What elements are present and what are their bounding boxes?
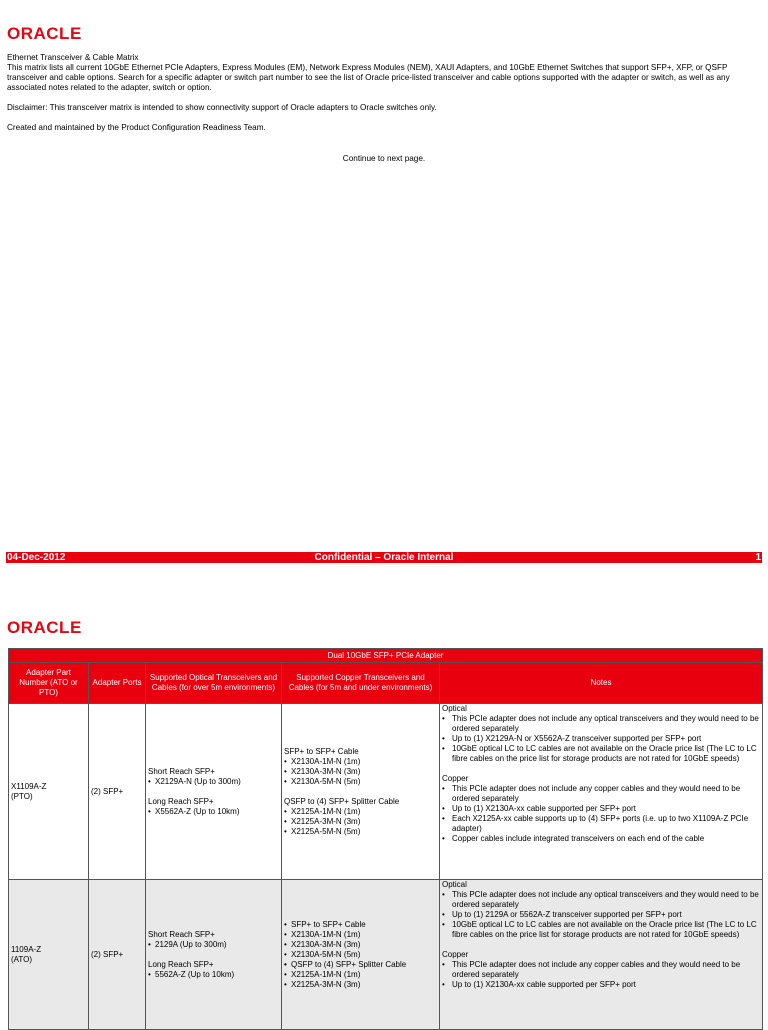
page-footer	[6, 552, 762, 563]
footer-page-number: 1	[755, 552, 761, 563]
part-number-cell: 1109A-Z (ATO)	[9, 880, 89, 1030]
table-title: Dual 10GbE SFP+ PCIe Adapter	[9, 649, 763, 663]
notes-cell: Optical • This PCIe adapter does not include any optical transceivers and they would need to be ordered separately • Up to (1) X2129A-N or X5562A-Z transceiver supported per SFP+ port • 10GbE optical LC to LC cables are not available on the Oracle price list (The LC to LC fibre cables on the price list for storage products are not rated for 10GbE speeds) Copper • This PCIe adapter does not include any copper cables and they would need to be ordered separately • Up to (1) X2130A-xx cable supported per SFP+ port • Each X2125A-xx cable supports up to (4) SFP+ ports (i.e. up to two X1109A-Z PCIe adapter) • Copper cables include integrated transceivers on each end of the cable	[440, 704, 763, 880]
notes-cell: Optical • This PCIe adapter does not include any optical transceivers and they would need to be ordered separately • Up to (1) 2129A or 5562A-Z transceiver supported per SFP+ port • 10GbE optical LC to LC cables are not available on the Oracle price list (The LC to LC fibre cables on the price list for storage products are not rated for 10GbE speeds) Copper • This PCIe adapter does not include any copper cables and they would need to be ordered separately • Up to (1) X2130A-xx cable supported per SFP+ port	[440, 880, 763, 1030]
table-title-row	[9, 649, 763, 663]
copper-cell: • SFP+ to SFP+ Cable • X2130A-1M-N (1m) • X2130A-3M-N (3m) • X2130A-5M-N (5m) • QSFP to (4) SFP+ Splitter Cable • X2125A-1M-N (1m) • X2125A-3M-N (3m)	[282, 880, 440, 1030]
continue-note: Continue to next page.	[342, 154, 426, 163]
copper-cell: SFP+ to SFP+ Cable • X2130A-1M-N (1m) • X2130A-3M-N (3m) • X2130A-5M-N (5m) QSFP to (4) SFP+ Splitter Cable • X2125A-1M-N (1m) • X2125A-3M-N (3m) • X2125A-5M-N (5m)	[282, 704, 440, 880]
ports-cell: (2) SFP+	[89, 880, 146, 1030]
disclaimer-text: Disclaimer: This transceiver matrix is intended to show connectivity support of Oracle adapters to Oracle switches only.	[7, 103, 437, 112]
footer-classification: Confidential – Oracle Internal	[314, 552, 454, 563]
table-header-row	[9, 663, 763, 704]
table-row	[9, 704, 763, 880]
header-part-number: Adapter Part Number (ATO or PTO)	[9, 663, 89, 704]
document-description: This matrix lists all current 10GbE Ethernet PCIe Adapters, Express Modules (EM), Network Express Modules (NEM), XAUI Adapters, and 10GbE Ethernet Switches that support SFP+, XFP, or QSFP transceiver and cable options. Search for a specific adapter or switch part number to see the list of Oracle price-listed transceiver and cable options supported with the adapter or switch, as well as any associated notes related to the adapter, switch or option.	[7, 63, 730, 92]
optical-cell: Short Reach SFP+ • 2129A (Up to 300m) Long Reach SFP+ • 5562A-Z (Up to 10km)	[146, 880, 282, 1030]
header-notes: Notes	[440, 663, 763, 704]
table-row	[9, 880, 763, 1030]
footer-date: 04-Dec-2012	[7, 552, 66, 563]
header-ports: Adapter Ports	[89, 663, 146, 704]
oracle-logo: ORACLE	[7, 618, 82, 637]
part-number-cell: X1109A-Z (PTO)	[9, 704, 89, 880]
optical-cell: Short Reach SFP+ • X2129A-N (Up to 300m) Long Reach SFP+ • X5562A-Z (Up to 10km)	[146, 704, 282, 880]
header-optical: Supported Optical Transceivers and Cables (for over 5m environments)	[146, 663, 282, 704]
header-copper: Supported Copper Transceivers and Cables (for 5m and under environments)	[282, 663, 440, 704]
oracle-logo: ORACLE	[7, 24, 82, 43]
document-title: Ethernet Transceiver & Cable Matrix	[7, 53, 139, 62]
ports-cell: (2) SFP+	[89, 704, 146, 880]
intro-section	[7, 53, 761, 133]
transceiver-matrix-table	[8, 648, 763, 1030]
maintainer-text: Created and maintained by the Product Configuration Readiness Team.	[7, 123, 266, 132]
